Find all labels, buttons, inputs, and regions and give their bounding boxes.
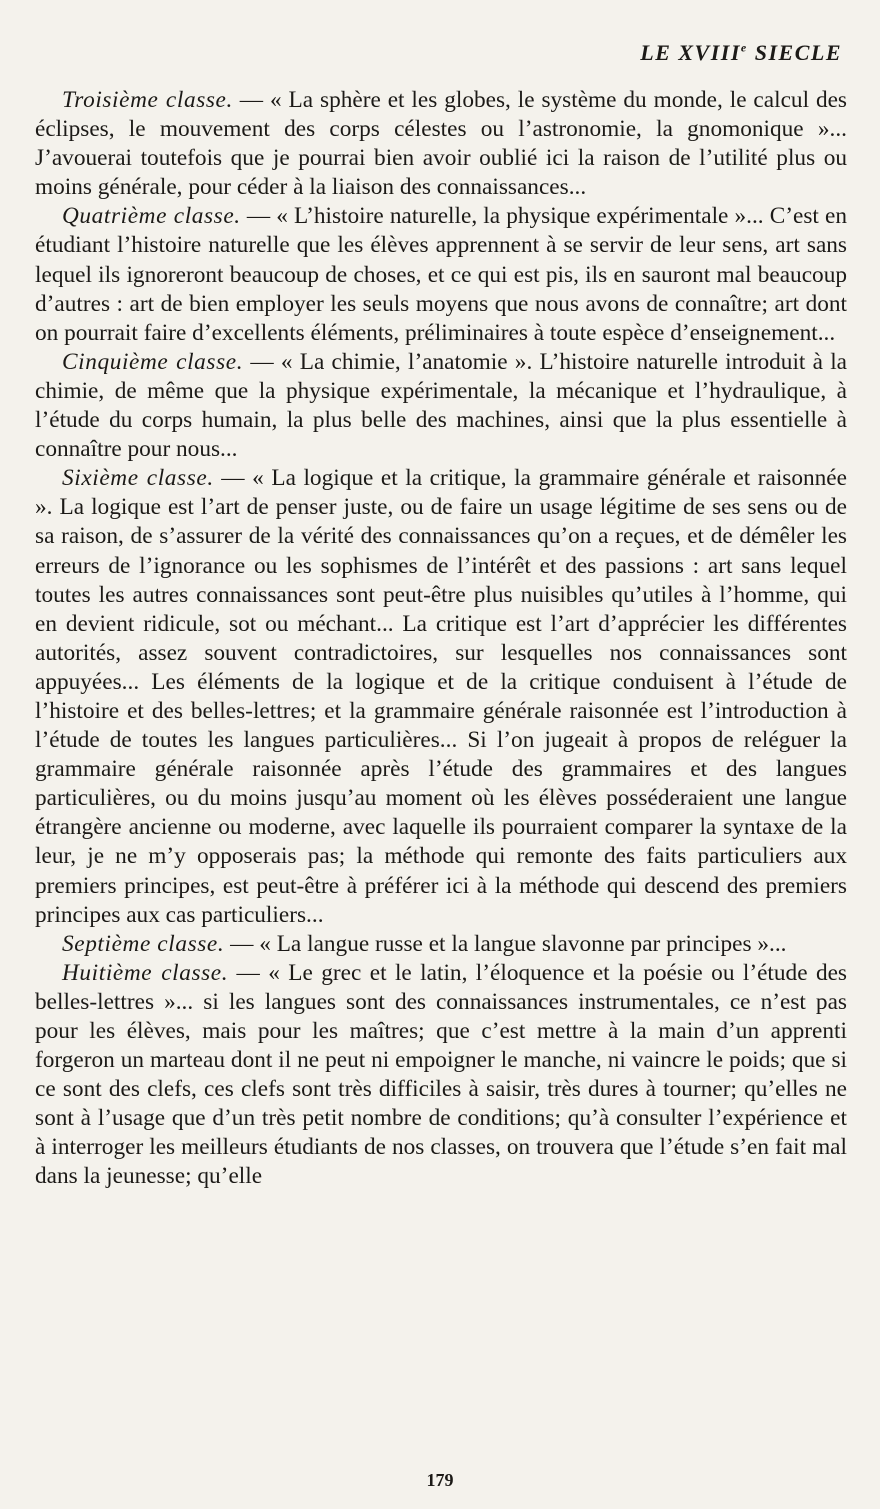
paragraph-text: — « La logique et la critique, la grammaire générale et raisonnée ». La logique est l’art de penser juste, ou de faire un usage légitime de ses sens ou de sa raison, de s’assurer de la vérité des connaissances qu’on a reçues, et de démêler les erreurs de l’ignorance ou les sophismes de l’intérêt et des passions : art sans lequel toutes les autres connaissances sont peut-être plus nuisibles qu’utiles à l’homme, qui en devient ridicule, sot ou méchant... La critique est l’art d’apprécier les différentes autorités, assez souvent contradictoires, sur lesquelles nos connaissances sont appuyées... Les éléments de la logique et de la critique conduisent à l’étude de l’histoire et des belles-lettres; et la grammaire générale raisonnée est l’introduction à l’étude de toutes les langues particulières... Si l’on jugeait à propos de reléguer la grammaire générale raisonnée après l’étude des grammaires et des langues particulières, ou du moins jusqu’au moment où les élèves posséderaient une langue étrangère ancienne ou moderne, avec laquelle ils pourraient comparer la syntaxe de la leur, je ne m’y opposerais pas; la méthode qui remonte des faits particuliers aux premiers principes, est peut-être à préférer ici à la méthode qui descend des premiers principes aux cas particuliers...	[35, 465, 847, 928]
running-head-title: LE XVIII	[640, 40, 741, 65]
paragraph-septieme-classe	[35, 930, 847, 959]
paragraph-lead: Huitième classe.	[62, 959, 229, 986]
paragraph-quatrieme-classe	[35, 202, 847, 347]
paragraph-text: — « La langue russe et la langue slavonne par principes »...	[224, 930, 787, 957]
paragraph-lead: Quatrième classe.	[62, 203, 241, 230]
paragraph-cinquieme-classe	[35, 348, 847, 464]
paragraph-troisieme-classe	[35, 86, 847, 202]
page-number: 179	[426, 1470, 454, 1490]
paragraph-text: — « Le grec et le latin, l’éloquence et la poésie ou l’étude des belles-lettres »... si les langues sont des connaissances instrumentales, ce n’est pas pour les élèves, mais pour les maîtres; que c’est mettre à la main d’un apprenti forgeron un marteau dont il ne peut ni empoigner le manche, ni vaincre le poids; que si ce sont des clefs, ces clefs sont très difficiles à saisir, très dures à tourner; qu’elles ne sont à l’usage que d’un très petit nombre de conditions; qu’à consulter l’expérience et à interroger les meilleurs étudiants de nos classes, on trouvera que l’étude s’en fait mal dans la jeunesse; qu’elle	[35, 959, 847, 1190]
paragraph-text: — « La chimie, l’anatomie ». L’histoire naturelle introduit à la chimie, de même que la physique expérimentale, la mécanique et l’hydraulique, à l’étude du corps humain, la plus belle des machines, ainsi que la plus essentielle à connaître pour nous...	[35, 348, 848, 463]
paragraph-lead: Cinquième classe.	[62, 348, 244, 375]
paragraph-lead: Septième classe.	[62, 930, 225, 957]
paragraph-sixieme-classe	[35, 464, 847, 930]
paragraph-lead: Sixième classe.	[62, 465, 214, 492]
running-head-title-end: SIECLE	[747, 40, 842, 65]
paragraph-text: — « La sphère et les globes, le système du monde, le calcul des éclipses, le mouvement des corps célestes ou l’astronomie, la gnomonique »... J’avouerai toutefois que je pourrai bien avoir oublié ici la raison de l’utilité plus ou moins générale, pour céder à la liaison des connaissances...	[35, 87, 848, 201]
paragraph-lead: Troisième classe.	[62, 87, 233, 113]
running-head	[640, 40, 842, 66]
body-text	[35, 86, 847, 1192]
running-head-superscript: e	[740, 40, 748, 55]
paragraph-huitieme-classe	[35, 959, 847, 1192]
paragraph-text: — « L’histoire naturelle, la physique expérimentale »... C’est en étudiant l’histoire naturelle que les élèves apprennent à se servir de leur sens, art sans lequel ils ignoreront beaucoup de choses, et ce qui est pis, ils en sauront mal beaucoup d’autres : art de bien employer les seuls moyens que nous avons de connaître; art dont on pourrait faire d’excellents éléments, préliminaires à toute espèce d’enseignement...	[35, 203, 848, 346]
